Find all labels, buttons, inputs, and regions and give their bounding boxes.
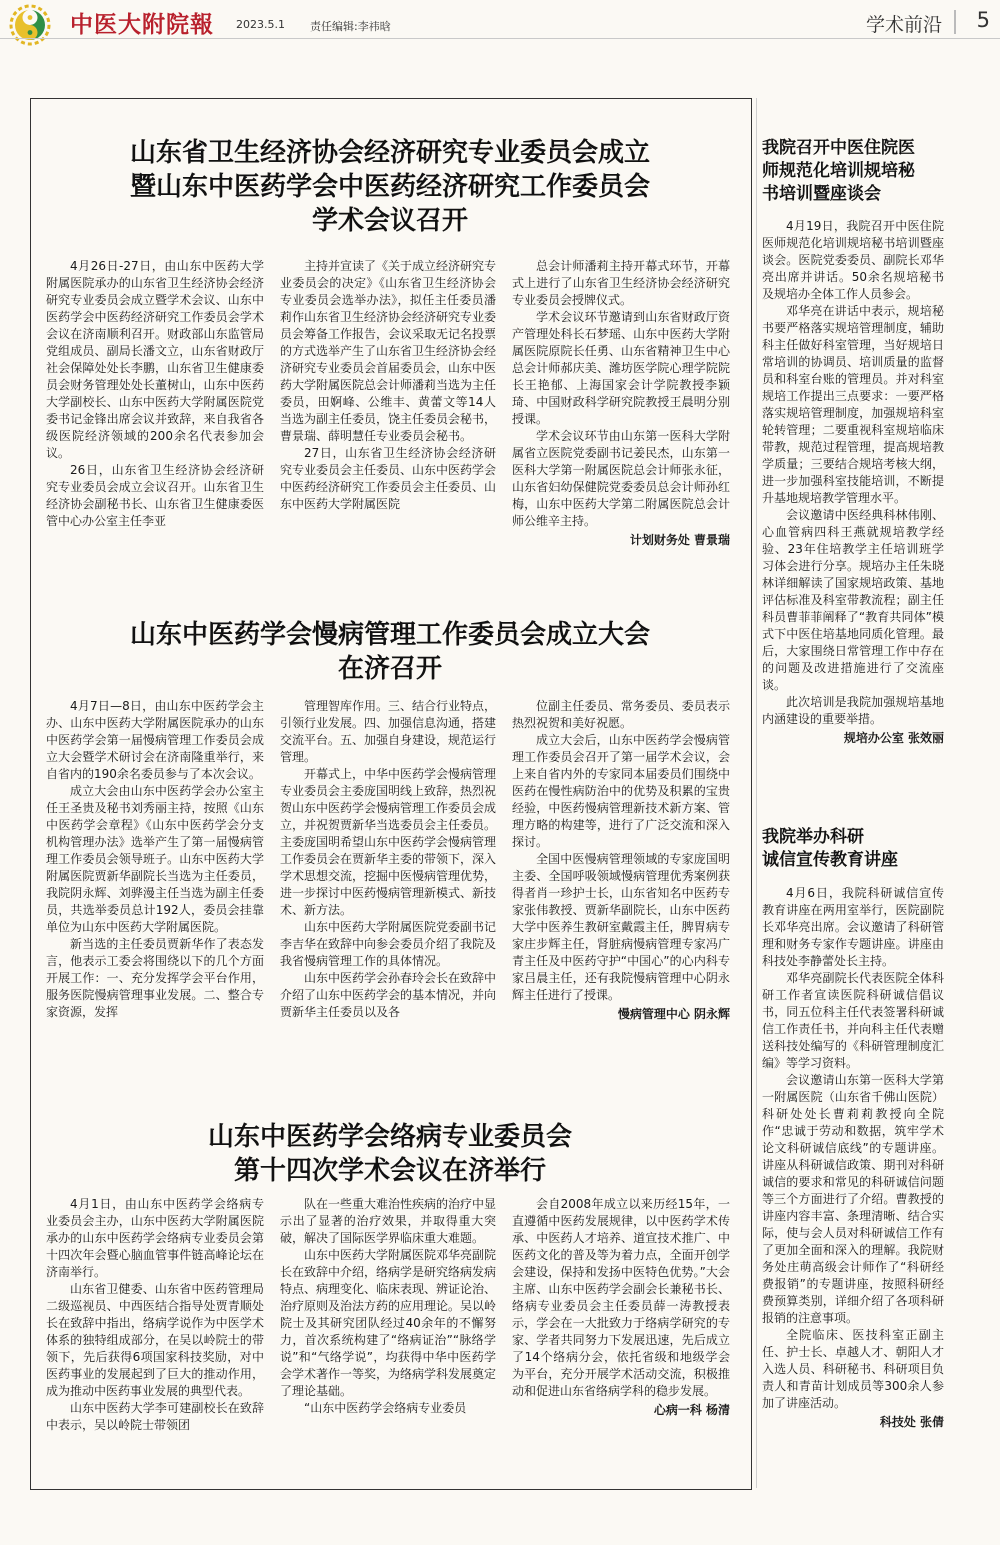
- side-article-2-title: 我院举办科研 诚信宣传教育讲座: [762, 827, 898, 870]
- page-number: 5: [976, 8, 990, 32]
- article-2-title: 山东中医药学会慢病管理工作委员会成立大会 在济召开: [129, 620, 650, 684]
- article-3-title: 山东中医药学会络病专业委员会 第十四次学术会议在济举行: [207, 1122, 572, 1186]
- side-article-2-body: 4月6日，我院科研诚信宣传教育讲座在两用室举行，医院副院长邓华亮出席。会议邀请了科研管理和财务专家作专题讲座。讲座由科技处李静蕾处长主持。 邓华亮副院长代表医院全体科研工作者宣读医院科研诚信倡议书，同五位科主任代表签署科研诚信工作责任书，并向科主任代表赠送科技处编写的《科研管理制度汇编》等学习资料。 会议邀请山东第一医科大学第一附属医院（山东省千佛山医院）科研处处长曹莉莉教授向全院作“忠诚于劳动和数据，筑牢学术论文科研诚信底线”的专题讲座。讲座从科研诚信政策、期刊对科研诚信的要求和常见的科研诚信问题等三个方面进行了介绍。曹教授的讲座内容丰富、条理清晰、结合实际，使与会人员对科研诚信工作有了更加全面和深入的理解。我院财务处庄萌高级会计师作了“科研经费报销”的专题讲座，按照科研经费预算类别，详细介绍了各项科研报销的注意事项。 全院临床、医技科室正副主任、护士长、卓越人才、朝阳人才入选人员、科研秘书、科研项目负责人和青苗计划成员等300余人参加了讲座活动。 科技处 张倩: [762, 886, 944, 1429]
- article-2-signature: 慢病管理中心 阴永辉: [617, 1007, 730, 1021]
- article-3-column-2: 队在一些重大难治性疾病的治疗中显示出了显著的治疗效果，并取得重大突破，解决了国际医学界临床重大难题。 山东中医药大学附属医院邓华亮副院长在致辞中介绍，络病学是研究络病发病特点、病理变化、临床表现、辨证论治、治疗原则及治法方药的应用理论。吴以岭院士及其研究团队经过40余年的不懈努力，首次系统构建了“络病证治”“脉络学说”和“气络学说”，均获得中华中医药学会学术著作一等奖，为络病学科发展奠定了理论基础。 “山东中医药学会络病专业委员: [280, 1197, 496, 1415]
- article-1-title: 山东省卫生经济协会经济研究专业委员会成立 暨山东中医药学会中医药经济研究工作委员会 学术会议召开: [129, 138, 650, 236]
- sidebar-divider: [756, 98, 757, 1488]
- section-name: 学术前沿: [865, 14, 942, 36]
- header-divider: [0, 38, 1000, 39]
- side-article-1-title: 我院召开中医住院医 师规范化培训规培秘 书培训暨座谈会: [762, 138, 915, 204]
- article-1-signature: 计划财务处 曹景瑞: [629, 533, 730, 547]
- side-article-1-signature: 规培办公室 张效丽: [843, 731, 944, 745]
- issue-date: 2023.5.1: [236, 18, 285, 31]
- article-3-column-1: 4月1日，由山东中医药学会络病专业委员会主办，山东中医药大学附属医院承办的山东中医药学会络病专业委员会第十四次年会暨心脑血管事件链高峰论坛在济南举行。 山东省卫健委、山东省中医药管理局二级巡视员、中西医结合指导处贾青顺处长在致辞中指出，络病学说作为中医学术体系的独特组成部分，在吴以岭院士的带领下，先后获得6项国家科技奖励，对中医药事业的发展起到了巨大的推动作用，成为推动中医药事业发展的典型代表。 山东中医药大学李可建副校长在致辞中表示，吴以岭院士带领团: [46, 1197, 264, 1432]
- article-2-column-1: 4月7日—8日，由山东中医药学会主办、山东中医药大学附属医院承办的山东中医药学会第一届慢病管理工作委员会成立大会暨学术研讨会在济南隆重举行，来自省内的190余名委员参与了本次会议。 成立大会由山东中医药学会办公室主任王圣贵及秘书刘秀丽主持，按照《山东中医药学会章程》《山东中医药学会分支机构管理办法》选举产生了第一届慢病管理工作委员会领导班子。山东中医药大学附属医院贾新华副院长当选为主任委员，我院阴永辉、刘骅漫主任当选为副主任委员，共选举委员总计192人，委员会挂靠单位为山东中医药大学附属医院。 新当选的主任委员贾新华作了表态发言，他表示工委会将围绕以下的几个方面开展工作：一、充分发挥学会平台作用，服务医院慢病管理事业发展。二、整合专家资源，发挥: [46, 699, 264, 1019]
- article-3-signature: 心病一科 杨清: [653, 1403, 730, 1417]
- article-2-column-2: 管理智库作用。三、结合行业特点，引领行业发展。四、加强信息沟通，搭建交流平台。五、加强自身建设，规范运行管理。 开幕式上，中华中医药学会慢病管理专业委员会主委庞国明线上致辞，热烈祝贺山东中医药学会慢病管理工作委员会成立，并祝贺贾新华当选委员会主任委员。主委庞国明希望山东中医药学会慢病管理工作委员会在贾新华主委的带领下，深入学术思想交流，挖掘中医慢病管理优势，进一步探讨中医药慢病管理新模式、新技术、新方法。 山东中医药大学附属医院党委副书记李吉华在致辞中向参会委员介绍了我院及我省慢病管理工作的具体情况。 山东中医药学会孙春玲会长在致辞中介绍了山东中医药学会的基本情况，并向贾新华主任委员以及各: [280, 699, 496, 1019]
- newspaper-logo: 中医大附院報: [70, 11, 214, 38]
- side-article-1-body: 4月19日，我院召开中医住院医师规范化培训规培秘书培训暨座谈会。医院党委委员、副院长邓华亮出席并讲话。50余名规培秘书及规培办全体工作人员参会。 邓华亮在讲话中表示，规培秘书要严格落实规培管理制度，辅助科主任做好科室管理，当好规培日常培训的协调员、培训质量的监督员和科室台账的管理员。并对科室规培工作提出三点要求：一要严格落实规培管理制度，加强规培科室轮转管理；二要重视科室规培临床带教，规范过程管理，提高规培教学质量；三要结合规培考核大纲，进一步加强科室技能培训，不断提升基地规培教学管理水平。 会议邀请中医经典科林伟刚、心血管病四科王燕就规培教学经验、23年住培教学主任培训班学习体会进行分享。规培办主任朱晓林详细解读了国家规培政策、基地评估标准及科室带教流程；副主任科员曹菲菲阐释了“教育共同体”模式下中医住培基地同质化管理。最后，大家围绕日常管理工作中存在的问题及改进措施进行了交流座谈。 此次培训是我院加强规培基地内涵建设的重要举措。 规培办公室 张效丽: [762, 219, 944, 745]
- side-article-2-signature: 科技处 张倩: [879, 1415, 944, 1429]
- header-separator: [954, 10, 956, 34]
- article-1-column-1: 4月26日-27日，由山东中医药大学附属医院承办的山东省卫生经济协会经济研究专业委员会成立暨学术会议、山东中医药学会中医药经济研究工作委员会学术会议在济南顺利召开。财政部山东监管局党组成员、副局长潘文立，山东省财政厅社会保障处处长李鹏，山东省卫生健康委员会财务管理处处长董树山，山东中医药大学副校长、山东中医药大学附属医院党委书记金锋出席会议并致辞，来自我省各级医院经济领域的200余名代表参加会议。 26日，山东省卫生经济协会经济研究专业委员会成立会议召开。山东省卫生经济协会副秘书长、山东省卫生健康委医管中心办公室主任李亚: [46, 259, 264, 528]
- page-header: [0, 0, 1000, 38]
- article-1-column-2: 主持并宣读了《关于成立经济研究专业委员会的决定》《山东省卫生经济协会专业委员会选举办法》，拟任主任委员潘莉作山东省卫生经济协会经济研究专业委员会筹备工作报告，会议采取无记名投票的方式选举产生了山东省卫生经济协会经济研究专业委员会首届委员会，山东中医药大学附属医院总会计师潘莉当选为主任委员，田婀峰、公维丰、黄蕾文等14人当选为副主任委员，饶主任委员会秘书，曹景瑞、薛明慧任专业委员会秘书。 27日，山东省卫生经济协会经济研究专业委员会主任委员、山东中医药学会中医药经济研究工作委员会主任委员、山东中医药大学附属医院: [280, 259, 496, 511]
- article-2-column-3: 位副主任委员、常务委员、委员表示热烈祝贺和美好祝愿。 成立大会后，山东中医药学会慢病管理工作委员会召开了第一届学术会议，会上来自省内外的专家同本届委员们围绕中医药在慢性病防治中的优势及积累的宝贵经验，中医药慢病管理新技术新方案、管理方略的构建等，进行了广泛交流和深入探讨。 全国中医慢病管理领域的专家庞国明主委、全国呼吸领域慢病管理优秀案例获得者肖一珍护士长，山东省知名中医药专家张伟教授、贾新华副院长，山东中医药大学中医养生教研室戴霞主任，脾胃病专家庄步辉主任，肾脏病慢病管理专家冯广青主任及中医药守护“中国心”的心内科专家吕晨主任，还有我院慢病管理中心阴永辉主任进行了授课。 慢病管理中心 阴永辉: [512, 699, 730, 1021]
- responsible-editor: 责任编辑:李祎晗: [310, 20, 391, 33]
- article-3-column-3: 会自2008年成立以来历经15年，一直遵循中医药发展规律，以中医药学术传承、中医药人才培养、道宣技术推广、中医药文化的普及等为着力点，全面开创学会建设，保持和发扬中医特色优势。”大会主席、山东中医药学会副会长兼秘书长、络病专业委员会主任委员薛一涛教授表示，学会在一大批致力于络病学研究的专家、学者共同努力下发展迅速，先后成立了14个络病分会，依托省级和地级学会为平台，充分开展学术活动交流，积极推动和促进山东省络病学科的稳步发展。 心病一科 杨清: [512, 1197, 730, 1417]
- yin-yang-logo-icon: [8, 3, 52, 47]
- article-1-column-3: 总会计师潘莉主持开幕式环节，开幕式上进行了山东省卫生经济协会经济研究专业委员会授牌仪式。 学术会议环节邀请到山东省财政厅资产管理处科长石梦瑶、山东中医药大学附属医院原院长任勇、山东省精神卫生中心总会计师郝庆美、潍坊医学院心理学院院长王艳郁、上海国家会计学院教授李颖琦、中国财政科学研究院教授王晨明分别授课。 学术会议环节由山东第一医科大学附属省立医院党委副书记姜民杰，山东第一医科大学第一附属医院总会计师张永征，山东省妇幼保健院党委委员总会计师孙红梅，山东中医药大学第二附属医院总会计师公维辛主持。 计划财务处 曹景瑞: [512, 259, 730, 547]
